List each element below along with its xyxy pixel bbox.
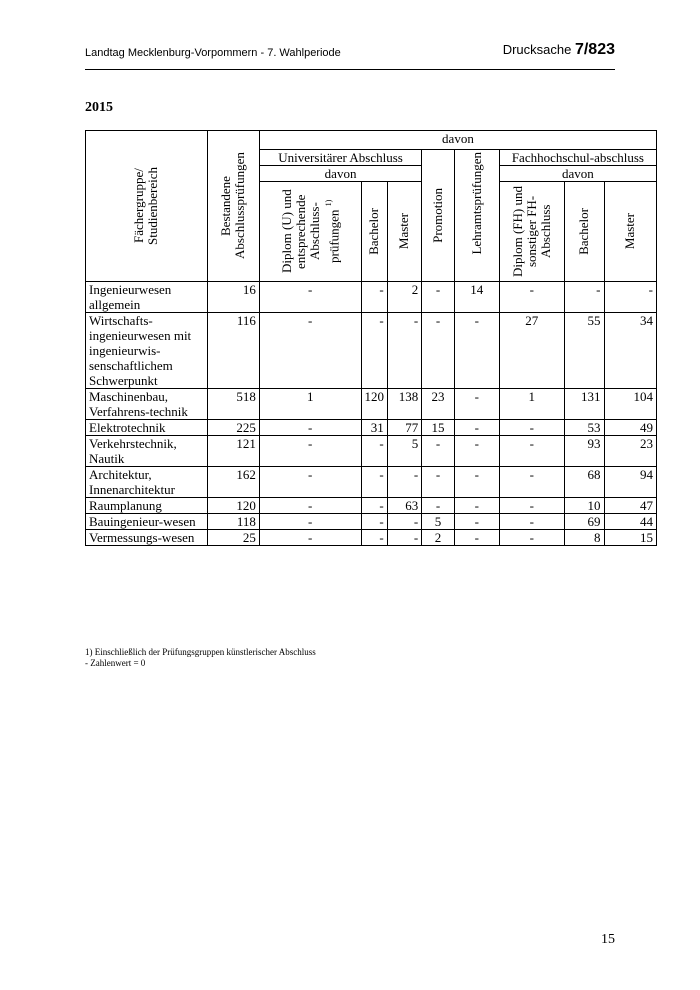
row-label: Ingenieurwesen allgemein	[86, 282, 208, 313]
table-cell: 118	[207, 514, 259, 530]
table-cell: 1	[499, 389, 564, 420]
table-cell: 518	[207, 389, 259, 420]
table-cell: 55	[564, 313, 604, 389]
table-cell: -	[499, 514, 564, 530]
table-cell: -	[454, 389, 499, 420]
table-cell: -	[454, 313, 499, 389]
table-cell: 8	[564, 530, 604, 546]
table-cell: 16	[207, 282, 259, 313]
row-label: Maschinenbau, Verfahrens-technik	[86, 389, 208, 420]
header-bachelor-fh: Bachelor	[564, 182, 604, 282]
table-cell: -	[422, 498, 454, 514]
table-cell: 1	[259, 389, 361, 420]
table-cell: 44	[604, 514, 656, 530]
row-label: Architektur, Innenarchitektur	[86, 467, 208, 498]
header-davon-fh: davon	[499, 166, 656, 182]
table-cell: 34	[604, 313, 656, 389]
table-cell: 63	[387, 498, 422, 514]
table-row	[86, 514, 657, 530]
header-diplom-fh: Diplom (FH) und sonstiger FH-Abschluss	[499, 182, 564, 282]
table-cell: 2	[387, 282, 422, 313]
table-cell: 104	[604, 389, 656, 420]
table-cell: 10	[564, 498, 604, 514]
row-label: Elektrotechnik	[86, 420, 208, 436]
table-cell: -	[499, 498, 564, 514]
table-cell: -	[259, 436, 361, 467]
table-row	[86, 467, 657, 498]
table-row	[86, 530, 657, 546]
header-divider	[85, 69, 615, 70]
header-fachhochschul: Fachhochschul-abschluss	[499, 150, 656, 166]
row-label: Wirtschafts-ingenieurwesen mit ingenieurwis-senschaftlichem Schwerpunkt	[86, 313, 208, 389]
header-bestandene: Bestandene Abschlussprüfungen	[207, 131, 259, 282]
table-cell: 69	[564, 514, 604, 530]
header-davon-top: davon	[259, 131, 656, 150]
row-label: Vermessungs-wesen	[86, 530, 208, 546]
table-cell: -	[604, 282, 656, 313]
footnote-2: - Zahlenwert = 0	[85, 658, 146, 668]
table-cell: 93	[564, 436, 604, 467]
table-cell: -	[564, 282, 604, 313]
page-number: 15	[601, 932, 615, 947]
table-cell: -	[422, 436, 454, 467]
table-cell: -	[387, 514, 422, 530]
table-cell: -	[454, 498, 499, 514]
table-cell: -	[454, 467, 499, 498]
header-universitaer: Universitärer Abschluss	[259, 150, 421, 166]
table-cell: 5	[387, 436, 422, 467]
table-cell: 120	[361, 389, 387, 420]
table-body	[86, 282, 657, 546]
table-cell: 23	[422, 389, 454, 420]
table-cell: 162	[207, 467, 259, 498]
footnote-1: 1) Einschließlich der Prüfungsgruppen künstlerischer Abschluss	[85, 647, 316, 657]
table-cell: 2	[422, 530, 454, 546]
table-row	[86, 498, 657, 514]
table-cell: 68	[564, 467, 604, 498]
table-cell: 23	[604, 436, 656, 467]
header-title: Landtag Mecklenburg-Vorpommern - 7. Wahlperiode	[85, 47, 341, 59]
table-cell: 49	[604, 420, 656, 436]
table-cell: 225	[207, 420, 259, 436]
header-bachelor-u: Bachelor	[361, 182, 387, 282]
table-cell: -	[499, 530, 564, 546]
table-cell: -	[361, 282, 387, 313]
table-row	[86, 389, 657, 420]
table-cell: -	[361, 498, 387, 514]
header-lehramt: Lehramtsprüfungen	[454, 150, 499, 282]
table-row	[86, 313, 657, 389]
header-davon-uni: davon	[259, 166, 421, 182]
table-row	[86, 282, 657, 313]
document-label: Drucksache	[502, 42, 575, 57]
table-cell: -	[361, 467, 387, 498]
table-header	[86, 131, 657, 282]
table-cell: -	[422, 282, 454, 313]
table-cell: -	[259, 467, 361, 498]
footnotes	[85, 647, 316, 669]
table-cell: -	[454, 530, 499, 546]
header-diplom-u: Diplom (U) und entsprechende Abschluss-prüfungen $^{1)}$	[259, 182, 361, 282]
row-label: Verkehrstechnik, Nautik	[86, 436, 208, 467]
table-cell: -	[361, 514, 387, 530]
table-cell: -	[259, 514, 361, 530]
year-heading: 2015	[85, 100, 113, 115]
table-row	[86, 420, 657, 436]
table-cell: -	[387, 467, 422, 498]
statistics-table	[85, 130, 657, 546]
table-cell: 138	[387, 389, 422, 420]
table-cell: 131	[564, 389, 604, 420]
header-master-u: Master	[387, 182, 422, 282]
table-cell: -	[259, 313, 361, 389]
table-cell: 116	[207, 313, 259, 389]
document-number	[503, 41, 615, 59]
table-cell: -	[259, 530, 361, 546]
document-id: 7/823	[574, 41, 615, 58]
table-cell: -	[454, 514, 499, 530]
table-cell: -	[387, 530, 422, 546]
table-cell: 27	[499, 313, 564, 389]
row-label: Raumplanung	[86, 498, 208, 514]
row-label: Bauingenieur-wesen	[86, 514, 208, 530]
table-cell: -	[361, 313, 387, 389]
header-master-fh: Master	[604, 182, 656, 282]
footnote-marker: 1)	[323, 199, 333, 207]
table-cell: -	[422, 313, 454, 389]
table-cell: -	[422, 467, 454, 498]
table-cell: 121	[207, 436, 259, 467]
table-cell: 15	[604, 530, 656, 546]
table-cell: 47	[604, 498, 656, 514]
table-cell: 94	[604, 467, 656, 498]
table-row	[86, 436, 657, 467]
table-cell: -	[499, 436, 564, 467]
header-promotion: Promotion	[422, 150, 454, 282]
header-faechergruppe: Fächergruppe/ Studienbereich	[86, 131, 208, 282]
table-cell: -	[361, 436, 387, 467]
table-cell: -	[499, 420, 564, 436]
table-cell: 5	[422, 514, 454, 530]
table-cell: 15	[422, 420, 454, 436]
table-cell: -	[387, 313, 422, 389]
table-cell: 31	[361, 420, 387, 436]
table-cell: 14	[454, 282, 499, 313]
table-cell: -	[454, 420, 499, 436]
table-cell: -	[499, 467, 564, 498]
table-cell: -	[361, 530, 387, 546]
table-cell: -	[259, 420, 361, 436]
table-cell: -	[259, 282, 361, 313]
table-cell: 53	[564, 420, 604, 436]
table-cell: 25	[207, 530, 259, 546]
table-cell: -	[259, 498, 361, 514]
table-cell: 120	[207, 498, 259, 514]
table-cell: -	[499, 282, 564, 313]
table-cell: 77	[387, 420, 422, 436]
table-cell: -	[454, 436, 499, 467]
